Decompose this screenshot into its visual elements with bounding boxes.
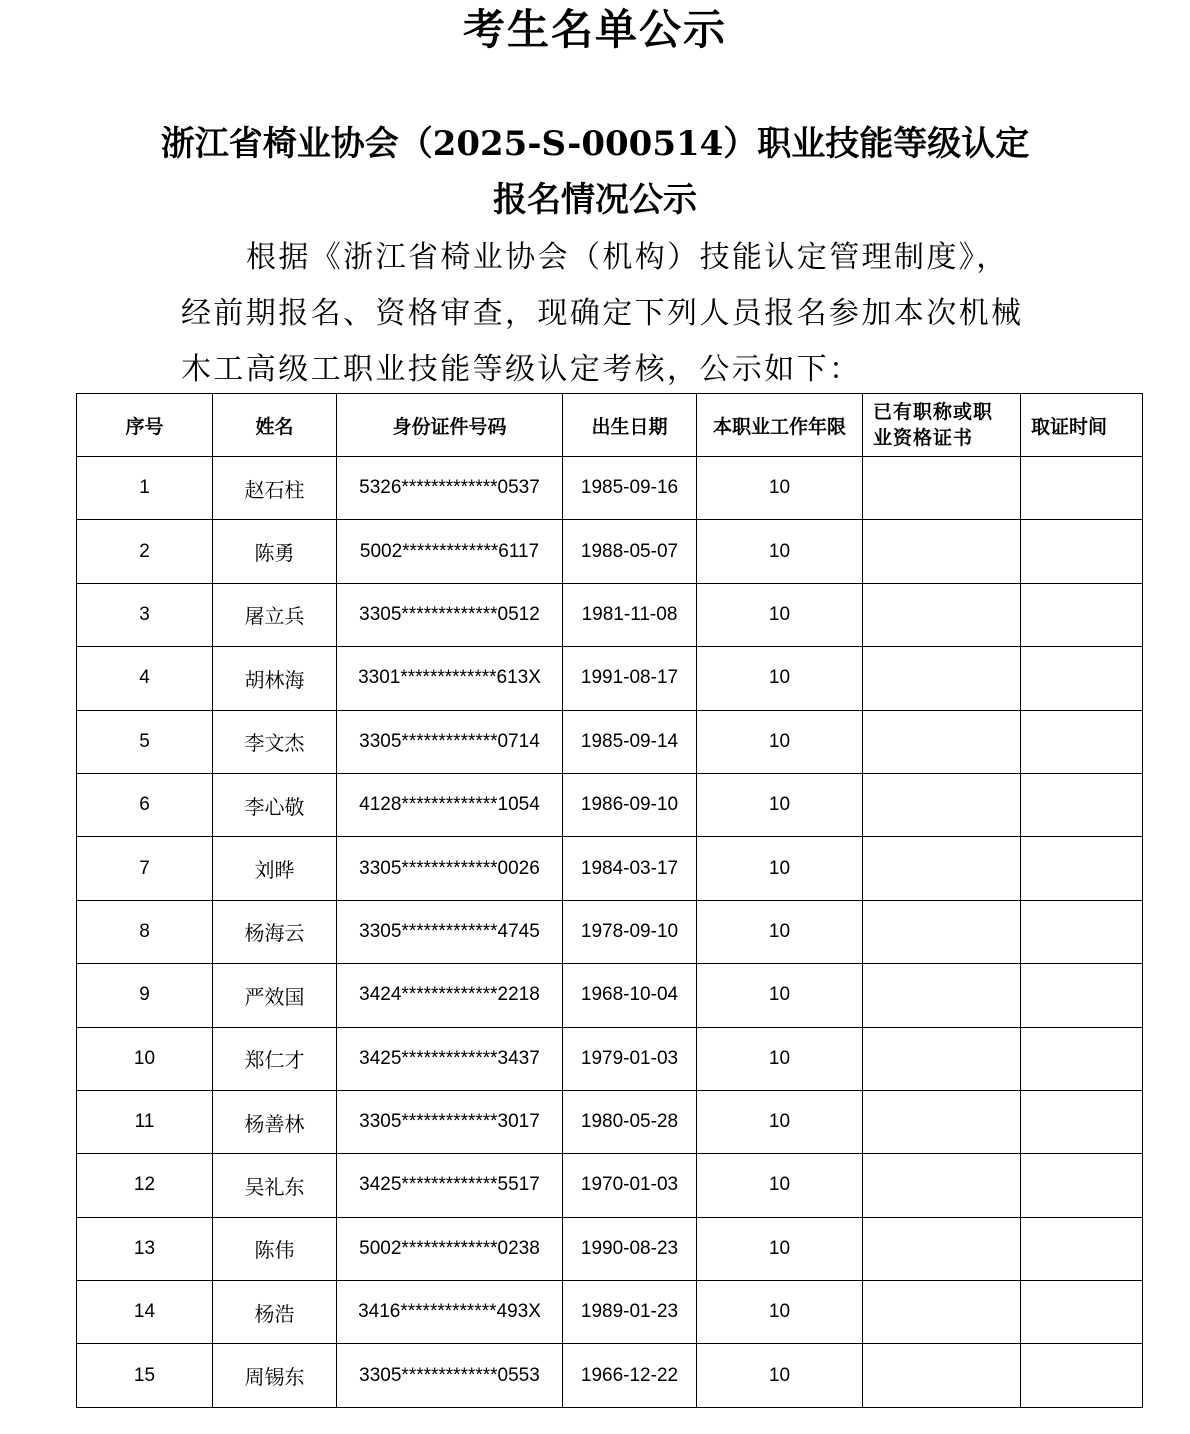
cell-birth-date: 1966-12-22	[563, 1344, 697, 1407]
table-row	[77, 1344, 1143, 1407]
header-cert-time: 取证时间	[1021, 394, 1143, 457]
cell-birth-date: 1986-09-10	[563, 773, 697, 836]
cell-id-number: 3416*************493X	[337, 1281, 563, 1344]
document-heading-line1: 浙江省椅业协会（2025-S-000514）职业技能等级认定	[160, 124, 1030, 164]
cell-name: 周锡东	[213, 1344, 337, 1407]
cell-id-number: 3425*************5517	[337, 1154, 563, 1217]
table-row	[77, 710, 1143, 773]
cell-id-number: 3305*************3017	[337, 1090, 563, 1153]
cell-work-years: 10	[697, 964, 863, 1027]
cell-certificate	[863, 647, 1021, 710]
table-row	[77, 1154, 1143, 1217]
cell-name: 郑仁才	[213, 1027, 337, 1090]
cell-birth-date: 1979-01-03	[563, 1027, 697, 1090]
cell-index: 5	[77, 710, 213, 773]
cell-id-number: 3305*************0553	[337, 1344, 563, 1407]
cell-certificate	[863, 1027, 1021, 1090]
cell-index: 1	[77, 457, 213, 520]
cell-name: 李文杰	[213, 710, 337, 773]
cell-index: 4	[77, 647, 213, 710]
cell-cert-time	[1021, 457, 1143, 520]
cell-work-years: 10	[697, 1027, 863, 1090]
header-certificate-line1: 已有职称或职	[873, 401, 994, 423]
cell-index: 3	[77, 583, 213, 646]
header-id-number: 身份证件号码	[337, 394, 563, 457]
intro-line3: 木工高级工职业技能等级认定考核，公示如下：	[181, 352, 862, 387]
cell-certificate	[863, 583, 1021, 646]
cell-certificate	[863, 773, 1021, 836]
cell-cert-time	[1021, 583, 1143, 646]
cell-cert-time	[1021, 1217, 1143, 1280]
cell-work-years: 10	[697, 773, 863, 836]
cell-name: 胡林海	[213, 647, 337, 710]
cell-birth-date: 1990-08-23	[563, 1217, 697, 1280]
cell-birth-date: 1985-09-16	[563, 457, 697, 520]
cell-work-years: 10	[697, 457, 863, 520]
cell-birth-date: 1991-08-17	[563, 647, 697, 710]
cell-work-years: 10	[697, 1154, 863, 1217]
cell-index: 6	[77, 773, 213, 836]
document-heading-line2: 报名情况公示	[493, 180, 697, 220]
cell-cert-time	[1021, 837, 1143, 900]
table-row	[77, 1281, 1143, 1344]
cell-certificate	[863, 1344, 1021, 1407]
cell-id-number: 4128*************1054	[337, 773, 563, 836]
cell-name: 杨浩	[213, 1281, 337, 1344]
cell-work-years: 10	[697, 710, 863, 773]
cell-id-number: 3424*************2218	[337, 964, 563, 1027]
cell-name: 李心敬	[213, 773, 337, 836]
cell-cert-time	[1021, 1344, 1143, 1407]
cell-index: 12	[77, 1154, 213, 1217]
cell-certificate	[863, 837, 1021, 900]
cell-work-years: 10	[697, 900, 863, 963]
cell-cert-time	[1021, 1281, 1143, 1344]
header-certificate-line2: 业资格证书	[873, 427, 974, 449]
cell-name: 吴礼东	[213, 1154, 337, 1217]
table-row	[77, 583, 1143, 646]
cell-work-years: 10	[697, 520, 863, 583]
page-title: 考生名单公示	[462, 5, 727, 54]
cell-index: 11	[77, 1090, 213, 1153]
cell-id-number: 3425*************3437	[337, 1027, 563, 1090]
cell-id-number: 3305*************0026	[337, 837, 563, 900]
cell-certificate	[863, 457, 1021, 520]
cell-index: 9	[77, 964, 213, 1027]
cell-cert-time	[1021, 1154, 1143, 1217]
cell-work-years: 10	[697, 1217, 863, 1280]
candidate-table	[76, 393, 1143, 1408]
cell-id-number: 5002*************0238	[337, 1217, 563, 1280]
header-work-years: 本职业工作年限	[697, 394, 863, 457]
cell-birth-date: 1985-09-14	[563, 710, 697, 773]
table-row	[77, 1217, 1143, 1280]
cell-name: 杨海云	[213, 900, 337, 963]
table-row	[77, 457, 1143, 520]
cell-index: 10	[77, 1027, 213, 1090]
cell-index: 13	[77, 1217, 213, 1280]
cell-index: 15	[77, 1344, 213, 1407]
cell-id-number: 3305*************0714	[337, 710, 563, 773]
header-certificate	[863, 394, 1021, 457]
cell-birth-date: 1984-03-17	[563, 837, 697, 900]
cell-work-years: 10	[697, 1281, 863, 1344]
table-row	[77, 1027, 1143, 1090]
cell-cert-time	[1021, 647, 1143, 710]
cell-name: 陈勇	[213, 520, 337, 583]
cell-certificate	[863, 520, 1021, 583]
table-row	[77, 837, 1143, 900]
cell-birth-date: 1989-01-23	[563, 1281, 697, 1344]
cell-cert-time	[1021, 773, 1143, 836]
cell-name: 赵石柱	[213, 457, 337, 520]
header-name: 姓名	[213, 394, 337, 457]
cell-cert-time	[1021, 964, 1143, 1027]
cell-index: 8	[77, 900, 213, 963]
cell-work-years: 10	[697, 647, 863, 710]
cell-work-years: 10	[697, 837, 863, 900]
cell-birth-date: 1970-01-03	[563, 1154, 697, 1217]
cell-index: 7	[77, 837, 213, 900]
cell-name: 陈伟	[213, 1217, 337, 1280]
header-birth-date: 出生日期	[563, 394, 697, 457]
cell-cert-time	[1021, 1027, 1143, 1090]
cell-birth-date: 1978-09-10	[563, 900, 697, 963]
cell-birth-date: 1988-05-07	[563, 520, 697, 583]
cell-name: 杨善林	[213, 1090, 337, 1153]
table-body	[77, 457, 1143, 1408]
cell-cert-time	[1021, 520, 1143, 583]
cell-certificate	[863, 900, 1021, 963]
cell-name: 屠立兵	[213, 583, 337, 646]
cell-certificate	[863, 1154, 1021, 1217]
table-row	[77, 964, 1143, 1027]
cell-name: 严效国	[213, 964, 337, 1027]
table-row	[77, 520, 1143, 583]
cell-index: 14	[77, 1281, 213, 1344]
header-index: 序号	[77, 394, 213, 457]
cell-id-number: 3301*************613X	[337, 647, 563, 710]
table-row	[77, 900, 1143, 963]
cell-cert-time	[1021, 1090, 1143, 1153]
cell-id-number: 5326*************0537	[337, 457, 563, 520]
cell-id-number: 3305*************4745	[337, 900, 563, 963]
intro-line1: 根据《浙江省椅业协会（机构）技能认定管理制度》，	[246, 240, 1009, 275]
cell-cert-time	[1021, 710, 1143, 773]
cell-id-number: 5002*************6117	[337, 520, 563, 583]
cell-id-number: 3305*************0512	[337, 583, 563, 646]
table-row	[77, 773, 1143, 836]
cell-work-years: 10	[697, 1090, 863, 1153]
cell-birth-date: 1981-11-08	[563, 583, 697, 646]
cell-cert-time	[1021, 900, 1143, 963]
cell-name: 刘晔	[213, 837, 337, 900]
cell-birth-date: 1968-10-04	[563, 964, 697, 1027]
table-row	[77, 647, 1143, 710]
cell-certificate	[863, 1217, 1021, 1280]
cell-work-years: 10	[697, 1344, 863, 1407]
cell-work-years: 10	[697, 583, 863, 646]
table-header-row	[77, 394, 1143, 457]
cell-certificate	[863, 1090, 1021, 1153]
cell-index: 2	[77, 520, 213, 583]
cell-certificate	[863, 710, 1021, 773]
table-row	[77, 1090, 1143, 1153]
intro-line2: 经前期报名、资格审查，现确定下列人员报名参加本次机械	[181, 296, 1024, 331]
cell-birth-date: 1980-05-28	[563, 1090, 697, 1153]
cell-certificate	[863, 964, 1021, 1027]
cell-certificate	[863, 1281, 1021, 1344]
